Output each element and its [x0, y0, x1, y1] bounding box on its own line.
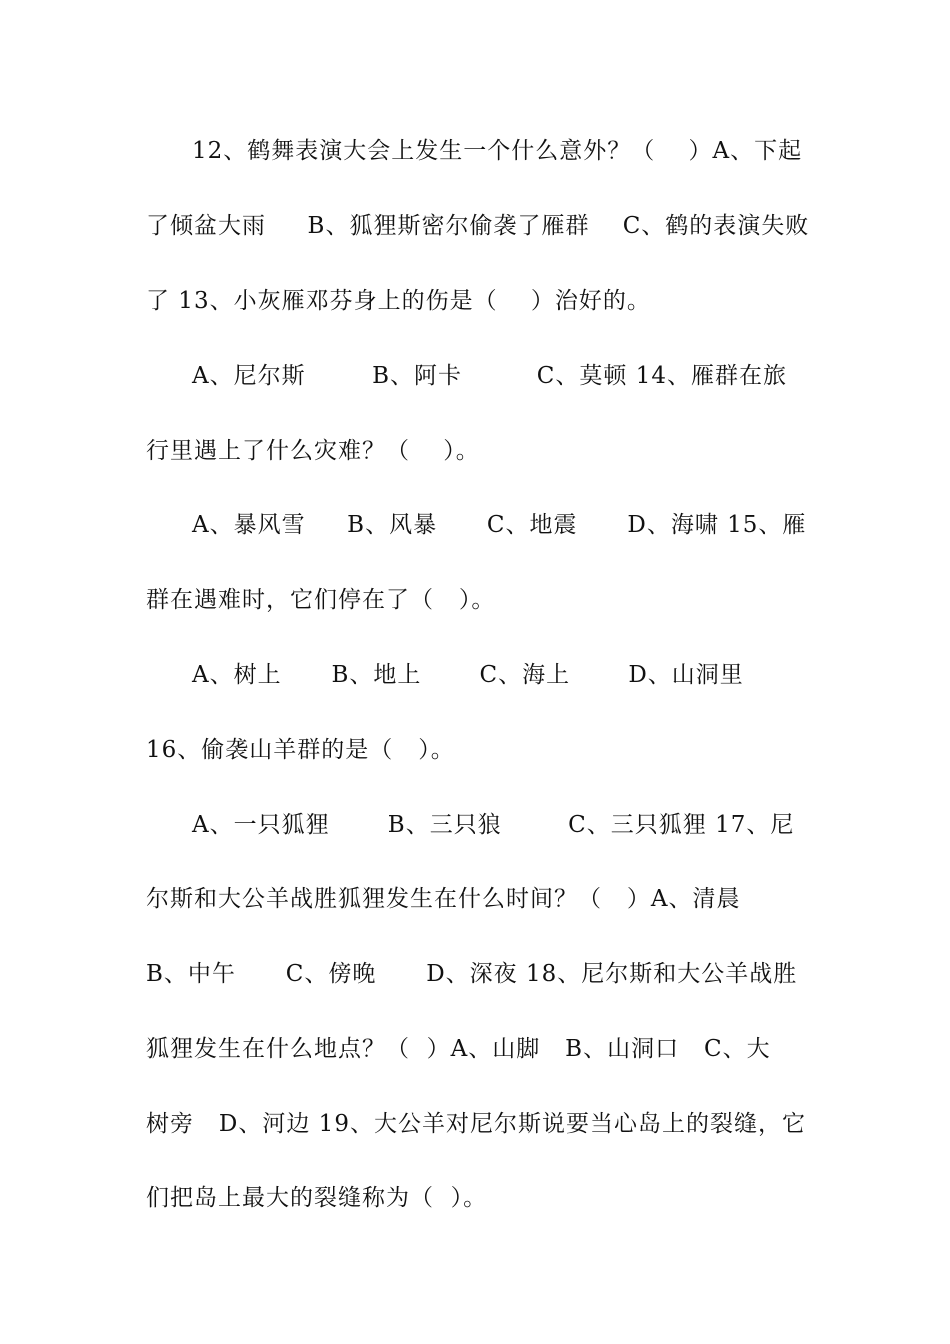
question-16-options: A、一只狐狸 B、三只狼 C、三只狐狸 17、尼 [192, 812, 795, 838]
question-13-text: 了 13、小灰雁邓芬身上的伤是（ ）治好的。 [146, 288, 651, 314]
question-12-options: 了倾盆大雨 B、狐狸斯密尔偷袭了雁群 C、鹤的表演失败 [146, 213, 810, 239]
question-14-text: 行里遇上了什么灾难？（ ）。 [146, 438, 480, 464]
question-17-options: B、中午 C、傍晚 D、深夜 18、尼尔斯和大公羊战胜 [146, 961, 798, 987]
question-15-text: 群在遇难时，它们停在了（ ）。 [146, 587, 496, 613]
question-16-text: 16、偷袭山羊群的是（ ）。 [146, 737, 455, 763]
question-19-continuation: 们把岛上最大的裂缝称为（ ）。 [146, 1185, 488, 1211]
question-17-text: 尔斯和大公羊战胜狐狸发生在什么时间？（ ）A、清晨 [146, 886, 741, 912]
question-19-text: 树旁 D、河边 19、大公羊对尼尔斯说要当心岛上的裂缝，它 [146, 1111, 806, 1137]
question-13-options: A、尼尔斯 B、阿卡 C、莫顿 14、雁群在旅 [192, 363, 787, 389]
question-15-options: A、树上 B、地上 C、海上 D、山洞里 [192, 662, 744, 688]
question-14-options: A、暴风雪 B、风暴 C、地震 D、海啸 15、雁 [192, 512, 807, 538]
question-12-text: 12、鹤舞表演大会上发生一个什么意外？（ ）A、下起 [192, 138, 803, 164]
question-18-text: 狐狸发生在什么地点？（ ）A、山脚 B、山洞口 C、大 [146, 1036, 771, 1062]
